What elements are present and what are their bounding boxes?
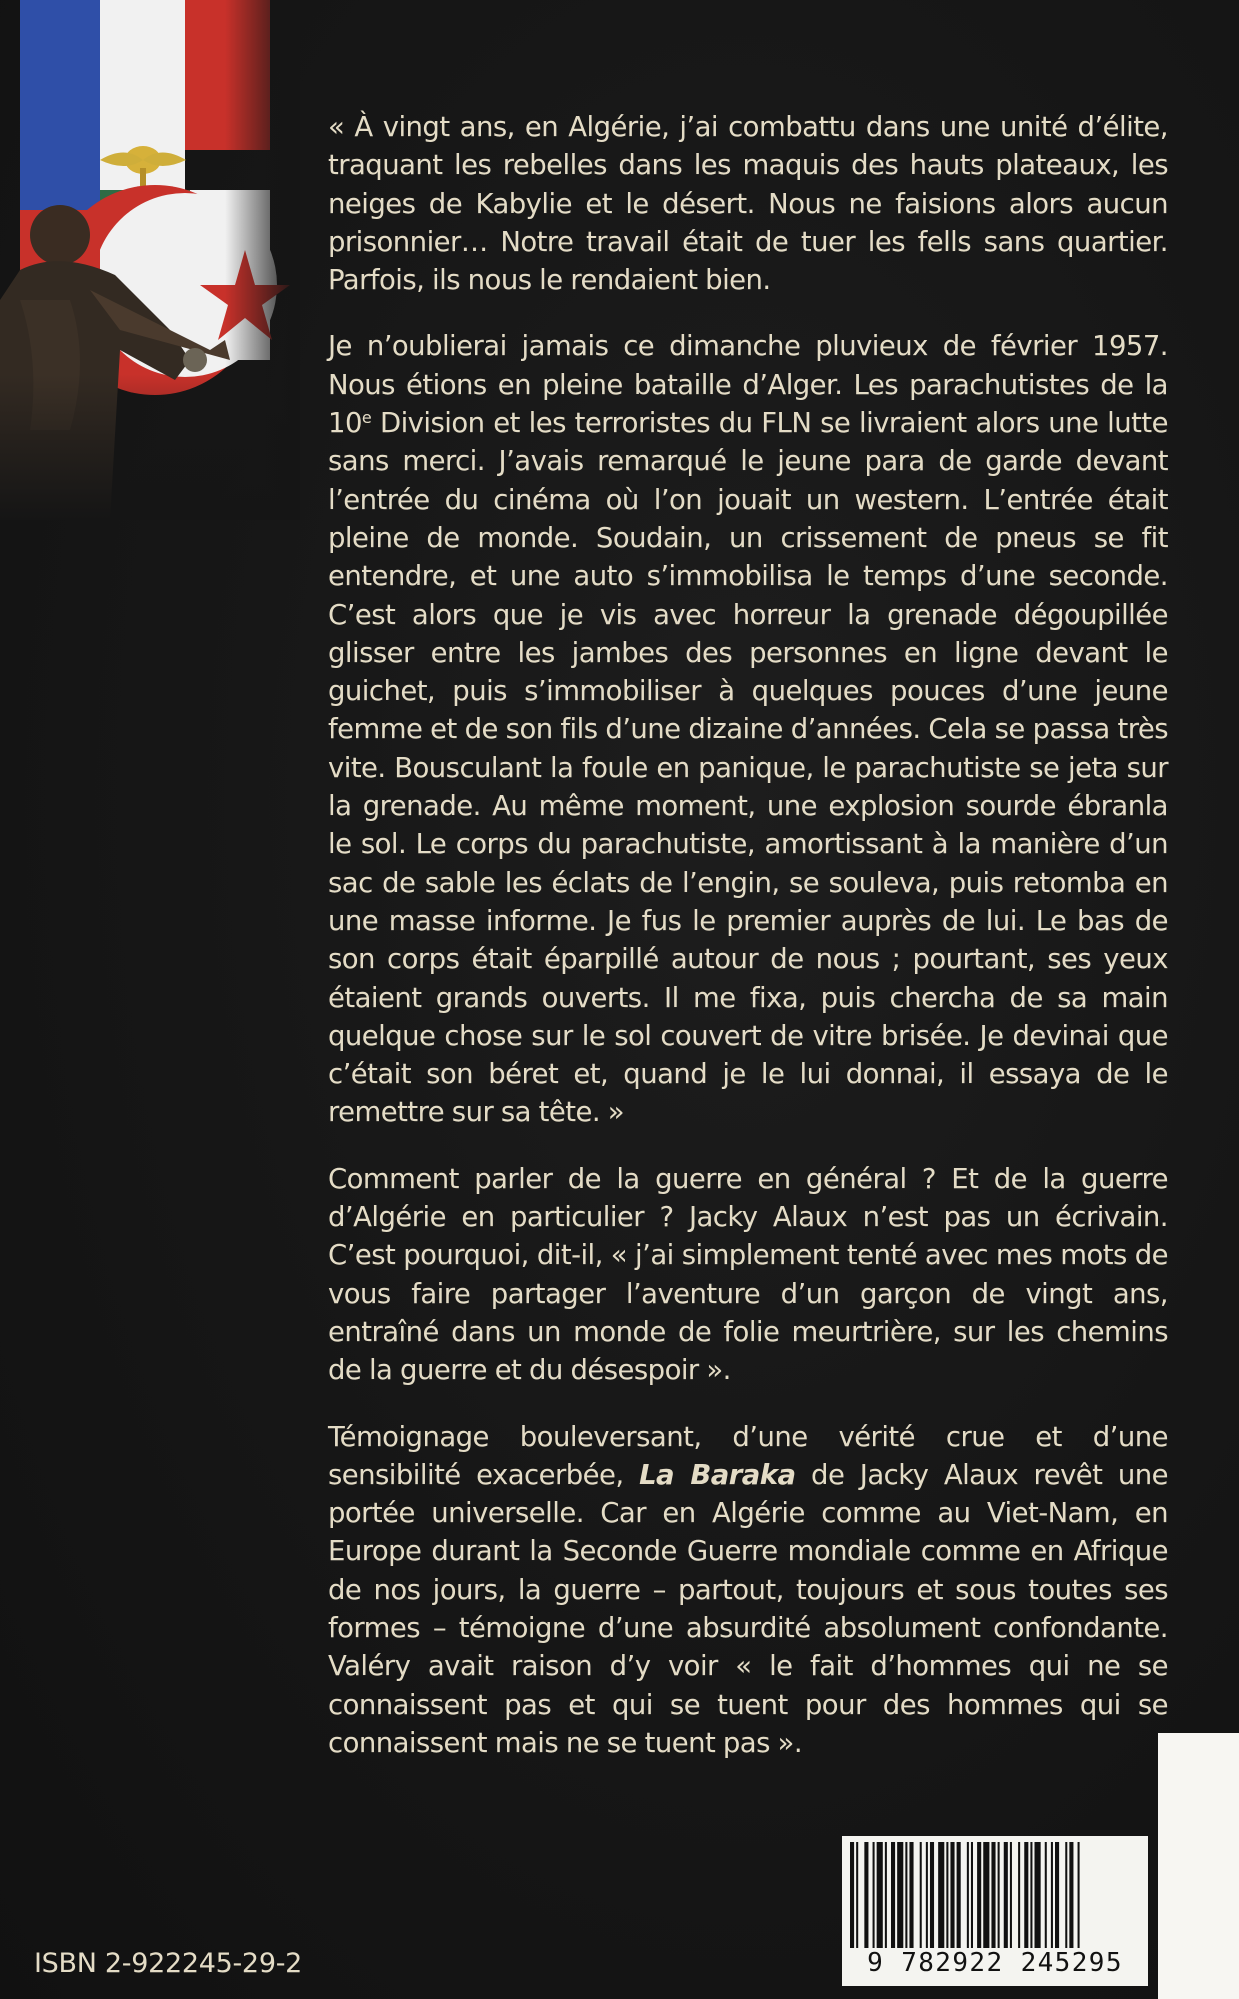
book-title: La Baraka — [639, 1458, 796, 1491]
barcode-bar — [938, 1842, 944, 1948]
barcode-bar — [1035, 1842, 1041, 1948]
barcode-bar — [950, 1842, 954, 1948]
barcode-bar — [991, 1842, 995, 1948]
paragraph-2-part-2: Division et les terroristes du FLN se livraient alors une lutte sans merci. J’avais remarqué le jeune para de garde devant l’entrée du cinéma où l’on jouait un western. L’entrée était pleine de monde. Soudain, un crissement de pneus se fit entendre, et une auto s’immobilisa le temps d’une seconde. C’est alors que je vis avec horreur la grenade dégoupillée glisser entre les jambes des personnes en ligne devant le guichet, puis s’immobiliser à quelques pouces d’une jeune femme et de son fils d’une dizaine d’années. Cela se passa très vite. Bousculant la foule en panique, le parachutiste se jeta sur la grenade. Au même moment, une explosion sourde ébranla le sol. Le corps du parachutiste, amortissant à la manière d’un sac de sable les éclats de l’engin, se souleva, puis retomba en une masse informe. Je fus le premier auprès de lui. Le bas de son corps était éparpillé autour de nous ; pourtant, ses yeux étaient grands ouverts. Il me fixa, puis chercha de sa main quelque chose sur le sol couvert de vitre brisée. Je devinai que c’était son béret et, quand je le lui donnai, il essaya de le remettre sur sa tête. » — [328, 407, 1168, 1129]
barcode-bar — [905, 1842, 907, 1948]
barcode-bar — [983, 1842, 989, 1948]
barcode-bar — [1055, 1842, 1059, 1948]
barcode-bar — [885, 1842, 887, 1948]
barcode-bar — [920, 1842, 922, 1948]
barcode-bar — [897, 1842, 903, 1948]
commentary-paragraph: Comment parler de la guerre en général ? Et de la guerre d’Algérie en particulier ? Jacky Alaux n’est pas un écrivain. C’est pourquoi, dit-il, « j’ai simplement tenté avec mes mots de vous faire partager l’aventure d’un garçon de vingt ans, entraîné dans un monde de folie meurtrière, sur les chemins de la guerre et du désespoir ». — [328, 1162, 1168, 1387]
barcode-bar — [1018, 1842, 1020, 1948]
barcode-bar — [926, 1842, 928, 1948]
barcode-bar — [977, 1842, 981, 1948]
quote-paragraph-2 — [328, 327, 1168, 1131]
barcode-bar — [946, 1842, 948, 1948]
barcode-bar — [1069, 1842, 1073, 1948]
barcode-bar — [957, 1842, 961, 1948]
price-sticker — [1158, 1733, 1239, 1999]
barcode-bar — [930, 1842, 934, 1948]
paragraph-2-part-1: Je n’oublierai jamais ce dimanche pluvieux de février 1957. Nous étions en pleine bataille d’Alger. Les parachutistes de la 10 — [328, 330, 1168, 440]
barcode-bar — [1010, 1842, 1012, 1948]
barcode-bar — [1004, 1842, 1008, 1948]
barcode-bar — [909, 1842, 913, 1948]
barcode-bar — [998, 1842, 1000, 1948]
barcode-bar — [891, 1842, 895, 1948]
barcode-bar — [873, 1842, 875, 1948]
barcode-digits: 9 782922 245295 — [867, 1948, 1123, 1978]
barcode-bar — [1065, 1842, 1067, 1948]
barcode-bar — [856, 1842, 858, 1948]
barcode-bar — [877, 1842, 883, 1948]
barcode-bar — [864, 1842, 868, 1948]
flag-soldier-illustration — [0, 0, 300, 520]
barcode-bars — [850, 1842, 1142, 1948]
barcode-bar — [1078, 1842, 1080, 1948]
barcode-bar — [967, 1842, 969, 1948]
summary-after-title: de Jacky Alaux revêt une portée universelle. Car en Algérie comme au Viet-Nam, en Europe durant la Seconde Guerre mondiale comme en Afrique de nos jours, la guerre – partout, toujours et sous toutes ses formes – témoigne d’une absurdité absolument confondante. Valéry avait raison d’y voir « le fait d’hommes qui ne se connaissent pas et qui se tuent pour des hommes qui se connaissent mais ne se tuent pas ». — [328, 1458, 1169, 1759]
back-cover-text — [328, 108, 1168, 1762]
summary-before-title: Témoignage bouleversant, d’une vérité crue et d’une sensibilité exacerbée, — [328, 1420, 1168, 1491]
ordinal-superscript: e — [361, 408, 372, 428]
barcode — [842, 1836, 1148, 1986]
barcode-bar — [1024, 1842, 1028, 1948]
barcode-bar — [850, 1842, 854, 1948]
barcode-bar — [1051, 1842, 1053, 1948]
summary-paragraph — [328, 1418, 1168, 1763]
barcode-bar — [971, 1842, 973, 1948]
barcode-bar — [1045, 1842, 1047, 1948]
isbn-number: ISBN 2-922245-29-2 — [34, 1948, 303, 1979]
quote-paragraph-1: « À vingt ans, en Algérie, j’ai combattu dans une unité d’élite, traquant les rebelles dans les maquis des hauts plateaux, les neiges de Kabylie et le désert. Nous ne faisions alors aucun prisonnier… Notre travail était de tuer les fells sans quartier. Parfois, ils nous le rendaient bien. — [328, 111, 1168, 297]
barcode-bar — [1030, 1842, 1032, 1948]
